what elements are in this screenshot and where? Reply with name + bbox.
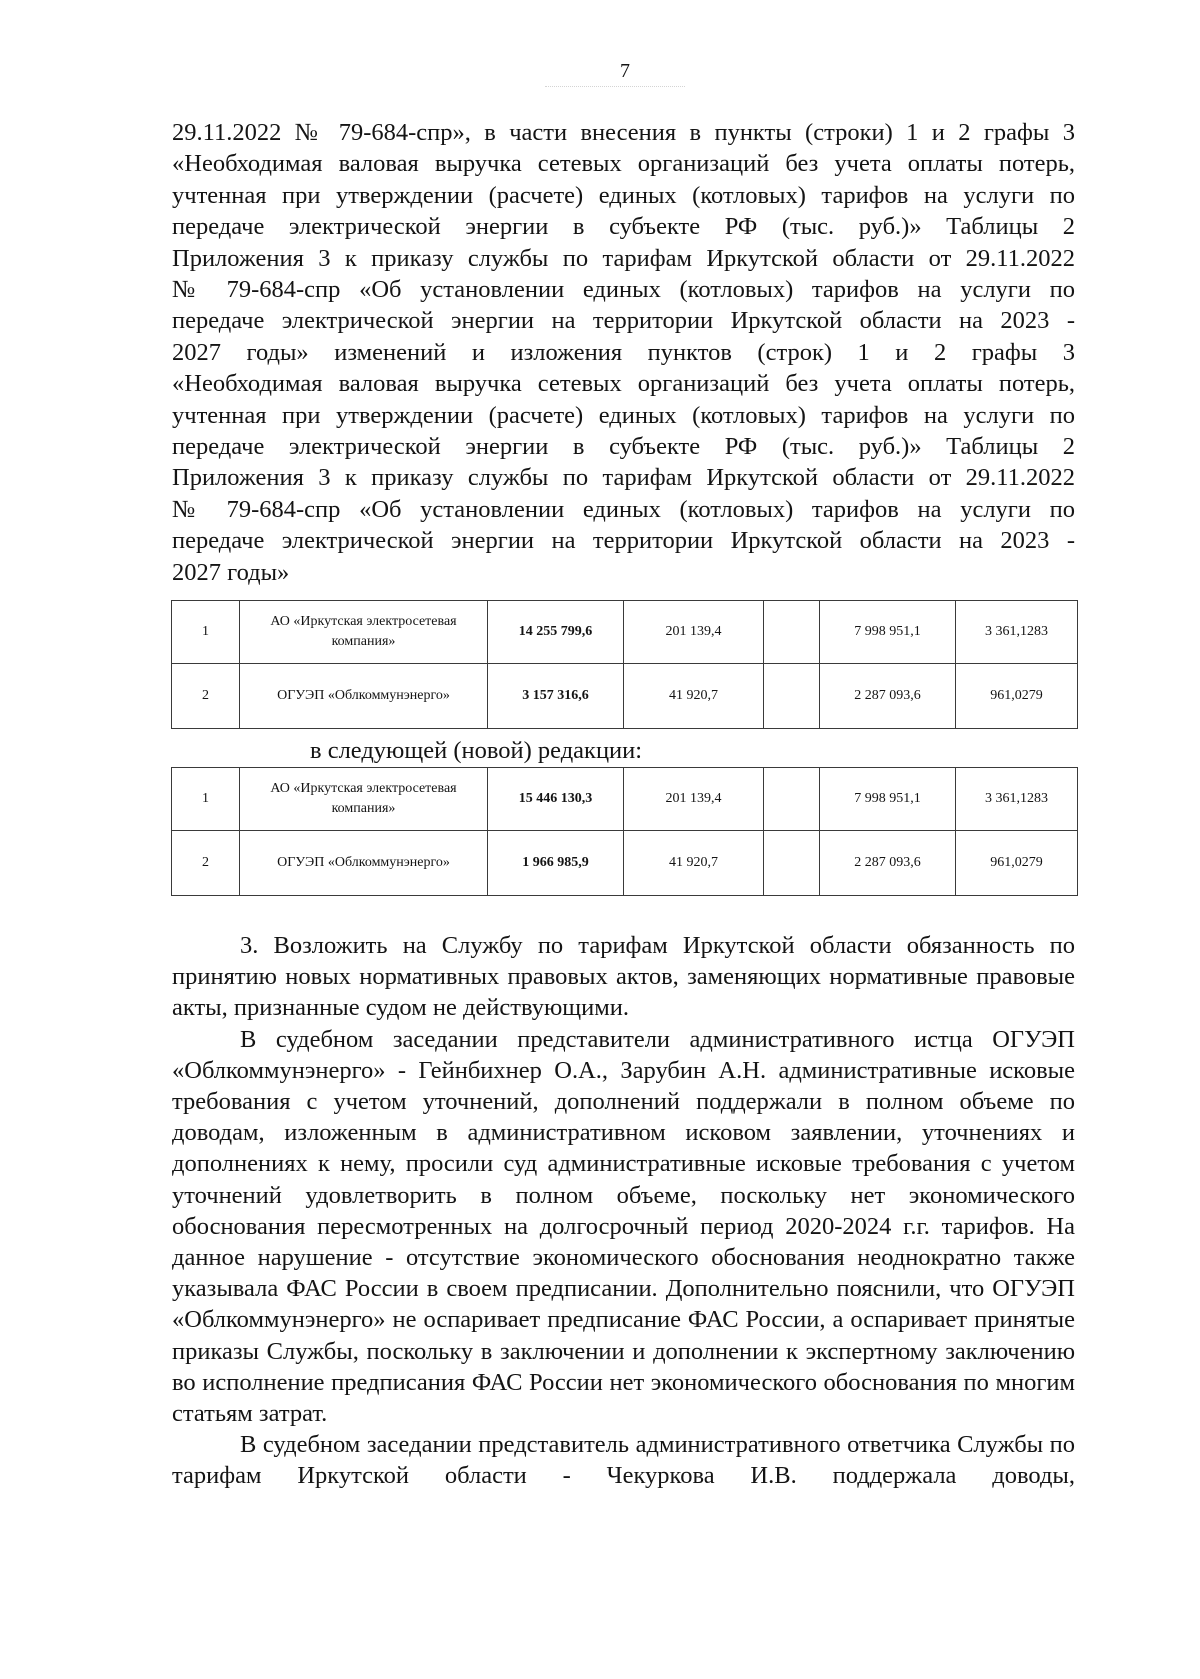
new-edition-caption bbox=[310, 736, 642, 766]
paragraph-plaintiff-position: В судебном заседании представители административного истца ОГУЭП «Облкоммунэнерго» - Гейнбихнер О.А., Зарубин А.Н. административные исковые требования с учетом уточнений, дополнений поддержали в полном объеме по доводам, изложенным в административном исковом заявлении, уточнениях и дополнениях к нему, просили суд административные исковые требования с учетом уточнений удовлетворить в полном объеме, поскольку нет экономического обоснования пересмотренных на долгосрочный период 2020-2024 г.г. тарифов. На данное нарушение - отсутствие экономического обоснования неоднократно также указывала ФАС России в своем предписании. Дополнительно пояснили, что ОГУЭП «Облкоммунэнерго» не оспаривает предписание ФАС России, а оспаривает принятые приказы Службы, поскольку в заключении и дополнении к экспертному заключению во исполнение предписания ФАС России нет экономического обоснования по многим статьям затрат. bbox=[172, 1025, 1075, 1428]
row-number: 1 bbox=[172, 601, 240, 664]
intro-line: передаче электрической энергии на территории Иркутской области на 2023 - bbox=[172, 307, 1075, 335]
empty-cell bbox=[764, 831, 820, 896]
table-cell: 3 361,1283 bbox=[956, 768, 1078, 831]
intro-line: передаче электрической энергии в субъекте РФ (тыс. руб.)» Таблицы 2 bbox=[172, 213, 1075, 241]
org-name: ОГУЭП «Облкоммунэнерго» bbox=[240, 664, 488, 729]
table-cell: 201 139,4 bbox=[624, 768, 764, 831]
table-cell: 2 287 093,6 bbox=[820, 831, 956, 896]
row-number: 2 bbox=[172, 831, 240, 896]
row-number: 2 bbox=[172, 664, 240, 729]
table-row bbox=[172, 664, 1078, 729]
org-name: АО «Иркутская электросетевая компания» bbox=[240, 601, 488, 664]
intro-line: передаче электрической энергии на территории Иркутской области на 2023 - bbox=[172, 527, 1075, 555]
intro-line: Приложения 3 к приказу службы по тарифам Иркутской области от 29.11.2022 bbox=[172, 464, 1075, 492]
table-cell: 41 920,7 bbox=[624, 831, 764, 896]
paragraph-item-3: 3. Возложить на Службу по тарифам Иркутской области обязанность по принятию новых нормативных правовых актов, заменяющих нормативные правовые акты, признанные судом не действующими. bbox=[172, 932, 1075, 1022]
table-row bbox=[172, 768, 1078, 831]
intro-line: «Необходимая валовая выручка сетевых организаций без учета оплаты потерь, bbox=[172, 370, 1075, 398]
table-old-edition bbox=[171, 600, 1078, 729]
table-cell: 7 998 951,1 bbox=[820, 768, 956, 831]
intro-line: 29.11.2022 № 79-684-спр», в части внесения в пункты (строки) 1 и 2 графы 3 bbox=[172, 119, 1075, 146]
table-cell: 961,0279 bbox=[956, 664, 1078, 729]
intro-paragraph bbox=[172, 117, 1075, 588]
gross-revenue-value: 1 966 985,9 bbox=[488, 831, 624, 896]
empty-cell bbox=[764, 768, 820, 831]
intro-line: № 79-684-спр «Об установлении единых (котловых) тарифов на услуги по bbox=[172, 495, 1075, 523]
table-cell: 961,0279 bbox=[956, 831, 1078, 896]
table-cell: 3 361,1283 bbox=[956, 601, 1078, 664]
intro-line: учтенная при утверждении (расчете) единых (котловых) тарифов на услуги по bbox=[172, 401, 1075, 429]
intro-line: № 79-684-спр «Об установлении единых (котловых) тарифов на услуги по bbox=[172, 276, 1075, 304]
gross-revenue-value: 3 157 316,6 bbox=[488, 664, 624, 729]
intro-line: «Необходимая валовая выручка сетевых организаций без учета оплаты потерь, bbox=[172, 150, 1075, 178]
intro-line: Приложения 3 к приказу службы по тарифам Иркутской области от 29.11.2022 bbox=[172, 244, 1075, 272]
table-cell: 201 139,4 bbox=[624, 601, 764, 664]
gross-revenue-value: 14 255 799,6 bbox=[488, 601, 624, 664]
org-name: ОГУЭП «Облкоммунэнерго» bbox=[240, 831, 488, 896]
table-new-edition bbox=[171, 767, 1078, 896]
new-edition-caption-text: в следующей (новой) редакции: bbox=[310, 737, 643, 764]
intro-line: передаче электрической энергии в субъекте РФ (тыс. руб.)» Таблицы 2 bbox=[172, 433, 1075, 461]
table-cell: 7 998 951,1 bbox=[820, 601, 956, 664]
intro-line: 2027 годы» изменений и изложения пунктов (строк) 1 и 2 графы 3 bbox=[172, 338, 1075, 366]
empty-cell bbox=[764, 664, 820, 729]
table-cell: 41 920,7 bbox=[624, 664, 764, 729]
gross-revenue-value: 15 446 130,3 bbox=[488, 768, 624, 831]
table-cell: 2 287 093,6 bbox=[820, 664, 956, 729]
paragraph-defendant-position: В судебном заседании представитель административного ответчика Службы по тарифам Иркутской области - Чекуркова И.В. поддержала доводы, bbox=[172, 1431, 1075, 1490]
page-number: 7 bbox=[620, 60, 630, 82]
body-paragraphs bbox=[172, 930, 1075, 1492]
table-row bbox=[172, 831, 1078, 896]
row-number: 1 bbox=[172, 768, 240, 831]
faint-stamp-mark bbox=[545, 86, 685, 97]
table-row bbox=[172, 601, 1078, 664]
empty-cell bbox=[764, 601, 820, 664]
intro-line: 2027 годы» bbox=[172, 558, 290, 586]
org-name: АО «Иркутская электросетевая компания» bbox=[240, 768, 488, 831]
intro-line: учтенная при утверждении (расчете) единых (котловых) тарифов на услуги по bbox=[172, 181, 1075, 209]
